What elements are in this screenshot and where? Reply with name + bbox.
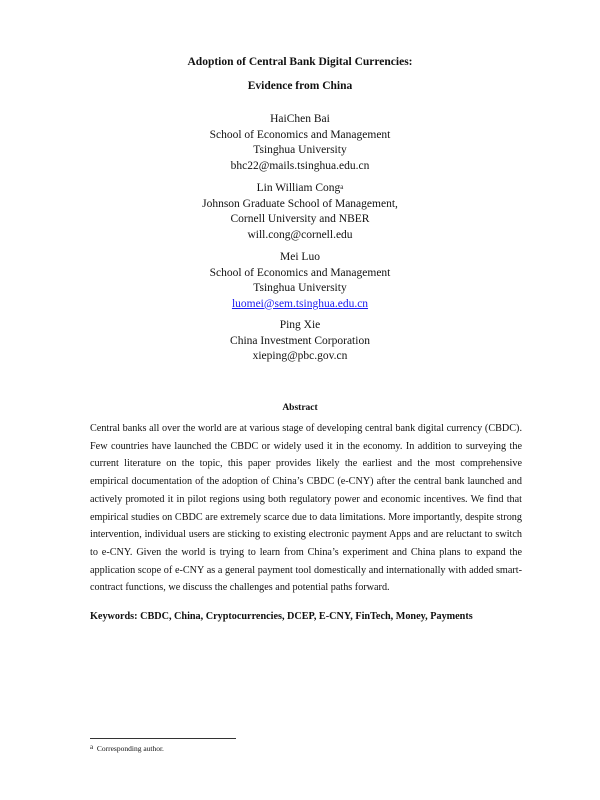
author-block-bai (0, 112, 600, 174)
author-affiliation: Johnson Graduate School of Management, (202, 197, 398, 210)
footnote-divider (90, 738, 236, 739)
footnote-text: Corresponding author. (96, 744, 164, 753)
author-block-luo (0, 250, 600, 312)
author-name: Lin William Cong (256, 182, 341, 194)
author-affiliation: Tsinghua University (253, 144, 347, 156)
author-email-link[interactable]: luomei@sem.tsinghua.edu.cn (231, 297, 369, 310)
author-block-xie (0, 318, 600, 365)
keywords: Keywords: CBDC, China, Cryptocurrencies, DCEP, E-CNY, FinTech, Money, Payments (90, 611, 473, 622)
author-affiliation: China Investment Corporation (230, 334, 370, 347)
author-name-line (0, 181, 600, 197)
paper-title-line2: Evidence from China (247, 80, 353, 92)
author-name: Mei Luo (280, 251, 320, 263)
abstract-text: Central banks all over the world are at various stage of developing central bank digital currency (CBDC). Few countries have launched the CBDC or widely used it in the economy. In addition to surveying the current literature on the topic, this paper provides likely the earliest and the most comprehensive empirical documentation of the adoption of China’s CBDC (e-CNY) after the central bank launched and actively promoted it in pilot regions using both regulatory power and economic incentives. We find that empirical studies on CBDC are extremely scarce due to data limitations. More importantly, despite strong intervention, individual users are sticking to existing electronic payment Apps and are reluctant to switch to e-CNY. Given the world is trying to learn from China’s experiment and China plans to expand the application scope of e-CNY as a general payment tool domestically and internationally with added smart-contract functions, we discuss the challenges and potential paths forward. (90, 423, 522, 594)
footnote-mark: a (90, 743, 94, 751)
author-affiliation: School of Economics and Management (209, 266, 391, 279)
paper-title-line1: Adoption of Central Bank Digital Currencies: (187, 56, 413, 68)
author-block-cong (0, 181, 600, 243)
abstract-heading: Abstract (282, 403, 318, 413)
corresponding-mark: a (340, 183, 344, 191)
author-email: bhc22@mails.tsinghua.edu.cn (230, 159, 370, 172)
author-email: will.cong@cornell.edu (247, 228, 353, 241)
footnote (90, 744, 164, 753)
author-affiliation: School of Economics and Management (209, 128, 391, 141)
author-email: xieping@pbc.gov.cn (252, 350, 348, 362)
author-affiliation: Cornell University and NBER (230, 213, 370, 225)
author-name: HaiChen Bai (270, 113, 330, 125)
author-name: Ping Xie (279, 319, 321, 331)
author-affiliation: Tsinghua University (253, 282, 347, 294)
